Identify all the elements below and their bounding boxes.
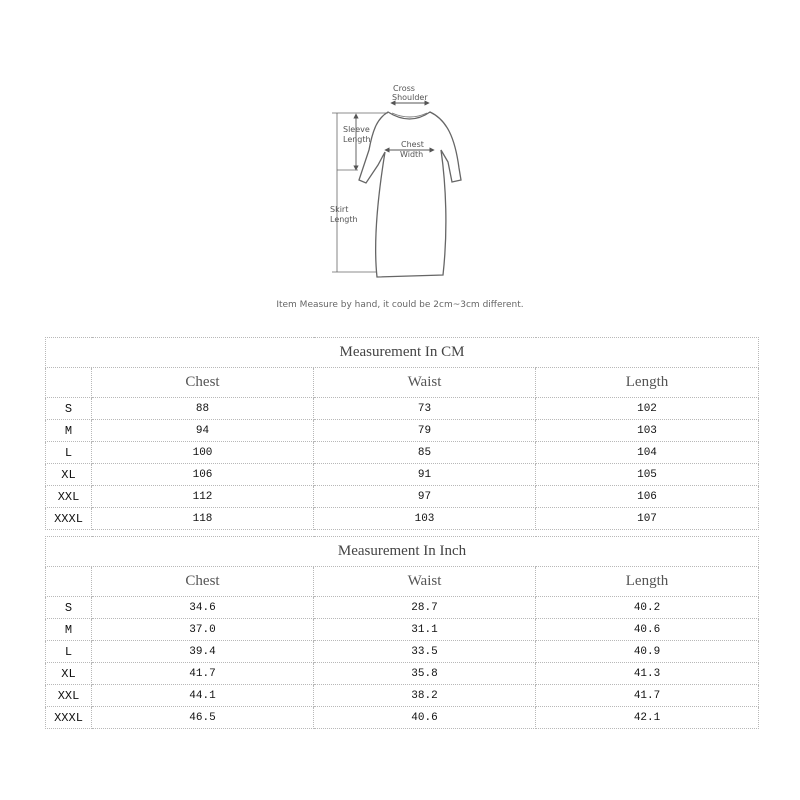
column-header-length: Length <box>536 368 759 398</box>
length-value: 102 <box>536 398 759 420</box>
table-title: Measurement In Inch <box>46 537 759 567</box>
length-value: 42.1 <box>536 707 759 729</box>
column-header-length: Length <box>536 567 759 597</box>
chest-width-label-line1: Chest <box>401 140 424 149</box>
chest-value: 41.7 <box>92 663 314 685</box>
inch-size-table <box>45 536 759 729</box>
length-value: 105 <box>536 464 759 486</box>
header-blank-cell <box>46 567 92 597</box>
table-row <box>46 685 759 707</box>
size-label: L <box>46 641 92 663</box>
waist-value: 85 <box>314 442 536 464</box>
sleeve-length-label-line2: Length <box>343 135 371 144</box>
length-value: 41.3 <box>536 663 759 685</box>
size-label: S <box>46 597 92 619</box>
waist-value: 73 <box>314 398 536 420</box>
table-row <box>46 464 759 486</box>
skirt-length-label-line2: Length <box>330 215 358 224</box>
dress-outline <box>359 112 461 277</box>
column-header-waist: Waist <box>314 567 536 597</box>
chest-value: 37.0 <box>92 619 314 641</box>
length-value: 107 <box>536 508 759 530</box>
column-header-waist: Waist <box>314 368 536 398</box>
size-label: XL <box>46 464 92 486</box>
size-label: L <box>46 442 92 464</box>
table-header-row <box>46 368 759 398</box>
waist-value: 79 <box>314 420 536 442</box>
table-title: Measurement In CM <box>46 338 759 368</box>
column-header-chest: Chest <box>92 567 314 597</box>
table-header-row <box>46 567 759 597</box>
size-label: XXXL <box>46 707 92 729</box>
chest-value: 100 <box>92 442 314 464</box>
table-row <box>46 508 759 530</box>
measurement-note: Item Measure by hand, it could be 2cm~3cm different. <box>276 300 524 310</box>
table-title-row <box>46 537 759 567</box>
waist-value: 31.1 <box>314 619 536 641</box>
length-value: 106 <box>536 486 759 508</box>
waist-value: 103 <box>314 508 536 530</box>
chest-value: 39.4 <box>92 641 314 663</box>
table-row <box>46 486 759 508</box>
dress-measurement-diagram <box>0 0 800 300</box>
waist-value: 35.8 <box>314 663 536 685</box>
table-row <box>46 619 759 641</box>
length-value: 104 <box>536 442 759 464</box>
cm-size-table <box>45 337 759 530</box>
chest-value: 34.6 <box>92 597 314 619</box>
waist-value: 28.7 <box>314 597 536 619</box>
table-title-row <box>46 338 759 368</box>
waist-value: 38.2 <box>314 685 536 707</box>
header-blank-cell <box>46 368 92 398</box>
chest-value: 106 <box>92 464 314 486</box>
skirt-length-label-line1: Skirt <box>330 205 349 214</box>
size-label: S <box>46 398 92 420</box>
length-value: 41.7 <box>536 685 759 707</box>
table-row <box>46 442 759 464</box>
chest-width-label-line2: Width <box>400 150 424 159</box>
size-label: XL <box>46 663 92 685</box>
table-row <box>46 707 759 729</box>
size-label: XXL <box>46 486 92 508</box>
waist-value: 91 <box>314 464 536 486</box>
chest-value: 46.5 <box>92 707 314 729</box>
column-header-chest: Chest <box>92 368 314 398</box>
length-value: 103 <box>536 420 759 442</box>
cross-shoulder-label-line1: Cross <box>393 84 415 93</box>
waist-value: 40.6 <box>314 707 536 729</box>
size-label: XXL <box>46 685 92 707</box>
chest-value: 112 <box>92 486 314 508</box>
length-value: 40.6 <box>536 619 759 641</box>
cross-shoulder-label-line2: Shoulder <box>392 93 428 102</box>
table-row <box>46 420 759 442</box>
size-label: M <box>46 420 92 442</box>
length-value: 40.9 <box>536 641 759 663</box>
waist-value: 97 <box>314 486 536 508</box>
size-label: XXXL <box>46 508 92 530</box>
size-label: M <box>46 619 92 641</box>
length-value: 40.2 <box>536 597 759 619</box>
waist-value: 33.5 <box>314 641 536 663</box>
table-row <box>46 663 759 685</box>
table-row <box>46 398 759 420</box>
table-row <box>46 641 759 663</box>
table-row <box>46 597 759 619</box>
chest-value: 88 <box>92 398 314 420</box>
chest-value: 94 <box>92 420 314 442</box>
sleeve-length-label-line1: Sleeve <box>343 125 370 134</box>
chest-value: 44.1 <box>92 685 314 707</box>
chest-value: 118 <box>92 508 314 530</box>
